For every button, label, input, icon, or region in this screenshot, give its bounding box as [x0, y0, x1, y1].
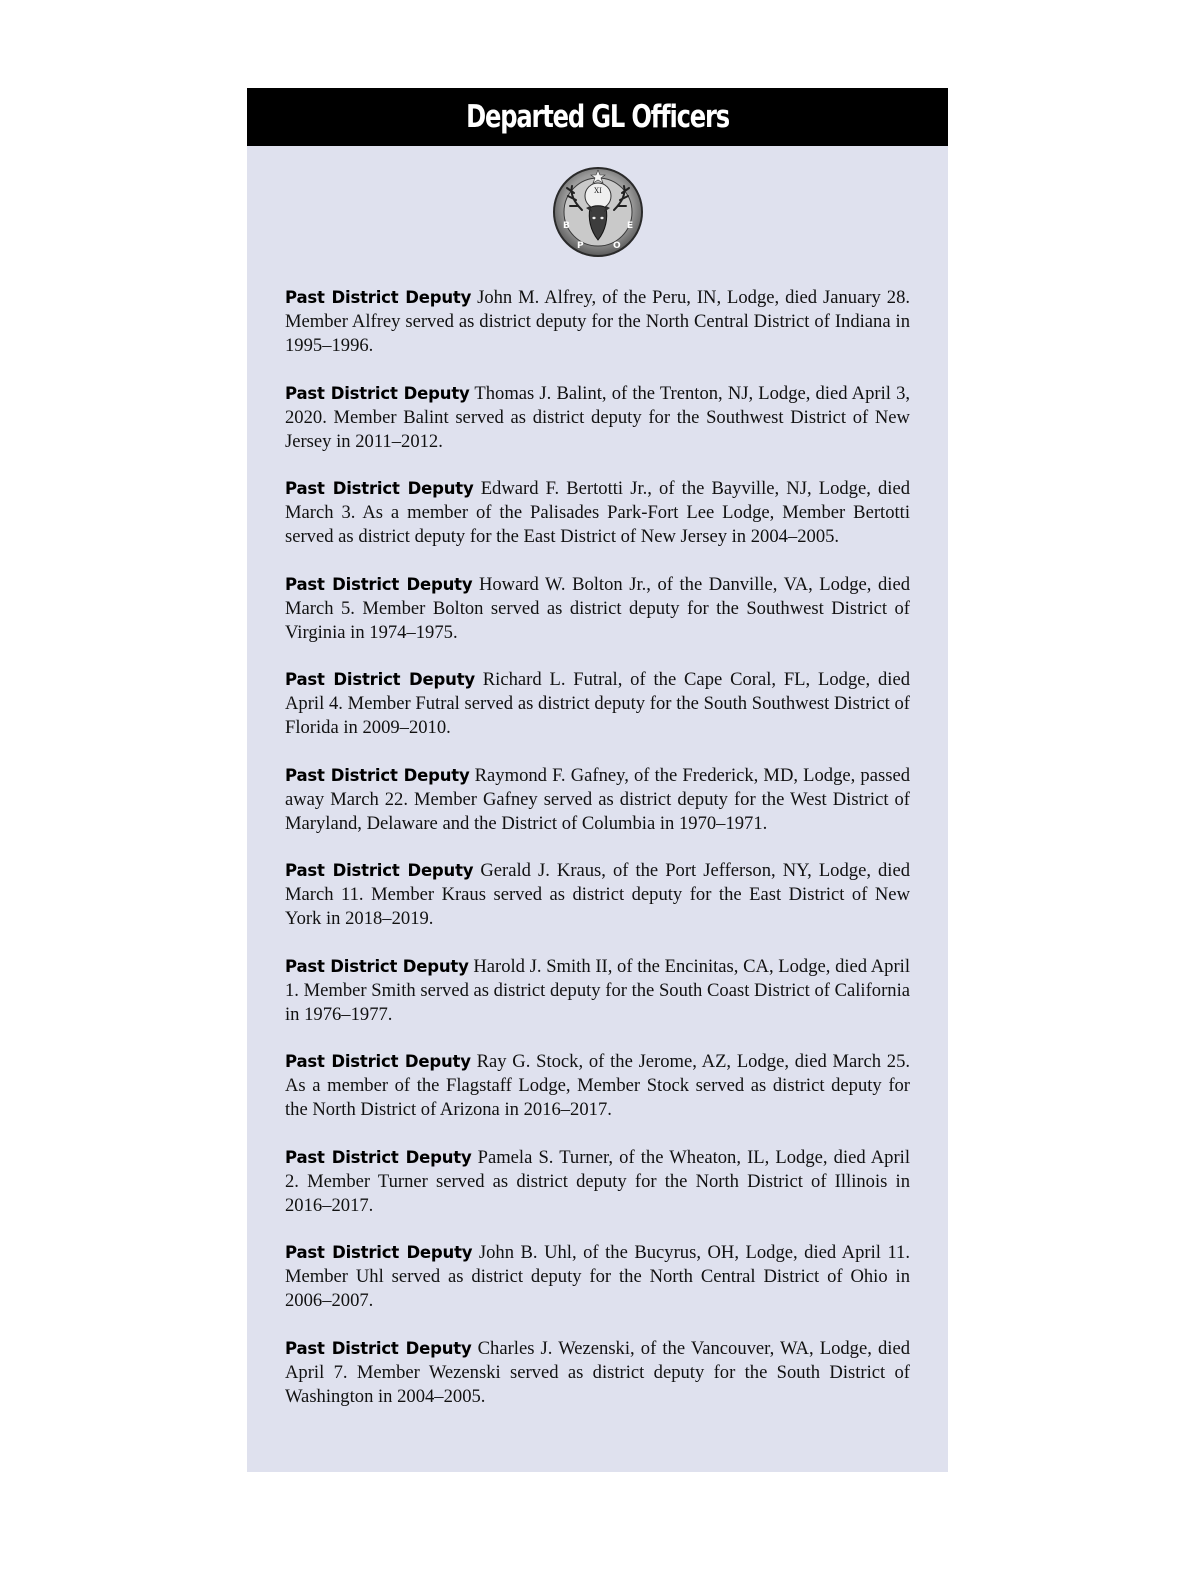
obituary-entry [285, 573, 910, 645]
obituary-panel [247, 88, 948, 1472]
entry-title: Past District Deputy [285, 1052, 471, 1071]
entry-text: Richard L. Futral, of the Cape Coral, FL, Lodge, died April 4. Member Futral served as district deputy for the South Southwest District of Florida in 2009–2010. [285, 669, 911, 738]
obituary-list [285, 286, 910, 1432]
entry-title: Past District Deputy [285, 383, 470, 403]
entry-title: Past District Deputy [285, 1147, 472, 1167]
entry-text: Howard W. Bolton Jr., of the Danville, VA, Lodge, died March 5. Member Bolton served as district deputy for the Southwest District of Virginia in 1974–1975. [285, 573, 910, 643]
entry-text: Edward F. Bertotti Jr., of the Bayville, NJ, Lodge, died March 3. As a member of the Palisades Park-Fort Lee Lodge, Member Bertotti served as district deputy for the East District of New Jersey in 2004–2005. [285, 478, 911, 547]
obituary-entry [285, 1146, 910, 1218]
page-title: Departed GL Officers [466, 99, 729, 135]
entry-text: Raymond F. Gafney, of the Frederick, MD, Lodge, passed away March 22. Member Gafney served as district deputy for the West District of Maryland, Delaware and the District of Columbia in 1970–1971. [285, 764, 910, 834]
obituary-entry [285, 668, 910, 740]
entry-title: Past District Deputy [285, 1338, 472, 1358]
emblem-letter-p: P [576, 241, 584, 251]
obituary-entry [285, 477, 910, 549]
emblem-container [247, 166, 948, 256]
elk-emblem-icon [552, 166, 644, 258]
entry-text: Harold J. Smith II, of the Encinitas, CA, Lodge, died April 1. Member Smith served as district deputy for the South Coast District of California in 1976–1977. [285, 955, 911, 1025]
entry-text: Thomas J. Balint, of the Trenton, NJ, Lodge, died April 3, 2020. Member Balint served as district deputy for the Southwest District of New Jersey in 2011–2012. [285, 382, 911, 452]
entry-text: Charles J. Wezenski, of the Vancouver, WA, Lodge, died April 7. Member Wezenski served as district deputy for the South District of Washington in 2004–2005. [285, 1337, 910, 1407]
obituary-entry [285, 286, 910, 358]
entry-title: Past District Deputy [285, 861, 474, 880]
entry-title: Past District Deputy [285, 956, 469, 976]
emblem-letter-b: B [562, 221, 570, 231]
obituary-entry [285, 1241, 910, 1313]
entry-title: Past District Deputy [285, 765, 470, 785]
entry-title: Past District Deputy [285, 288, 472, 307]
entry-title: Past District Deputy [285, 1243, 473, 1262]
header-bar [247, 88, 948, 146]
entry-text: Ray G. Stock, of the Jerome, AZ, Lodge, died March 25. As a member of the Flagstaff Lodge, Member Stock served as district deputy for the North District of Arizona in 2016–2017. [285, 1051, 911, 1120]
entry-text: Gerald J. Kraus, of the Port Jefferson, NY, Lodge, died March 11. Member Kraus served as district deputy for the East District of New York in 2018–2019. [285, 860, 911, 929]
obituary-entry [285, 859, 910, 931]
entry-title: Past District Deputy [285, 479, 474, 498]
entry-text: Pamela S. Turner, of the Wheaton, IL, Lodge, died April 2. Member Turner served as district deputy for the North District of Illinois in 2016–2017. [285, 1146, 910, 1216]
entry-title: Past District Deputy [285, 670, 475, 689]
entry-text: John M. Alfrey, of the Peru, IN, Lodge, died January 28. Member Alfrey served as district deputy for the North Central District of Indiana in 1995–1996. [285, 287, 911, 356]
obituary-entry [285, 955, 910, 1027]
obituary-entry [285, 1050, 910, 1122]
obituary-entry [285, 764, 910, 836]
entry-text: John B. Uhl, of the Bucyrus, OH, Lodge, died April 11. Member Uhl served as district deputy for the North Central District of Ohio in 2006–2007. [285, 1242, 911, 1311]
emblem-numeral: XI [593, 187, 602, 195]
obituary-entry [285, 1337, 910, 1409]
emblem-letter-o: O [612, 241, 621, 251]
emblem-letter-e: E [626, 221, 633, 231]
entry-title: Past District Deputy [285, 574, 473, 594]
obituary-entry [285, 382, 910, 454]
